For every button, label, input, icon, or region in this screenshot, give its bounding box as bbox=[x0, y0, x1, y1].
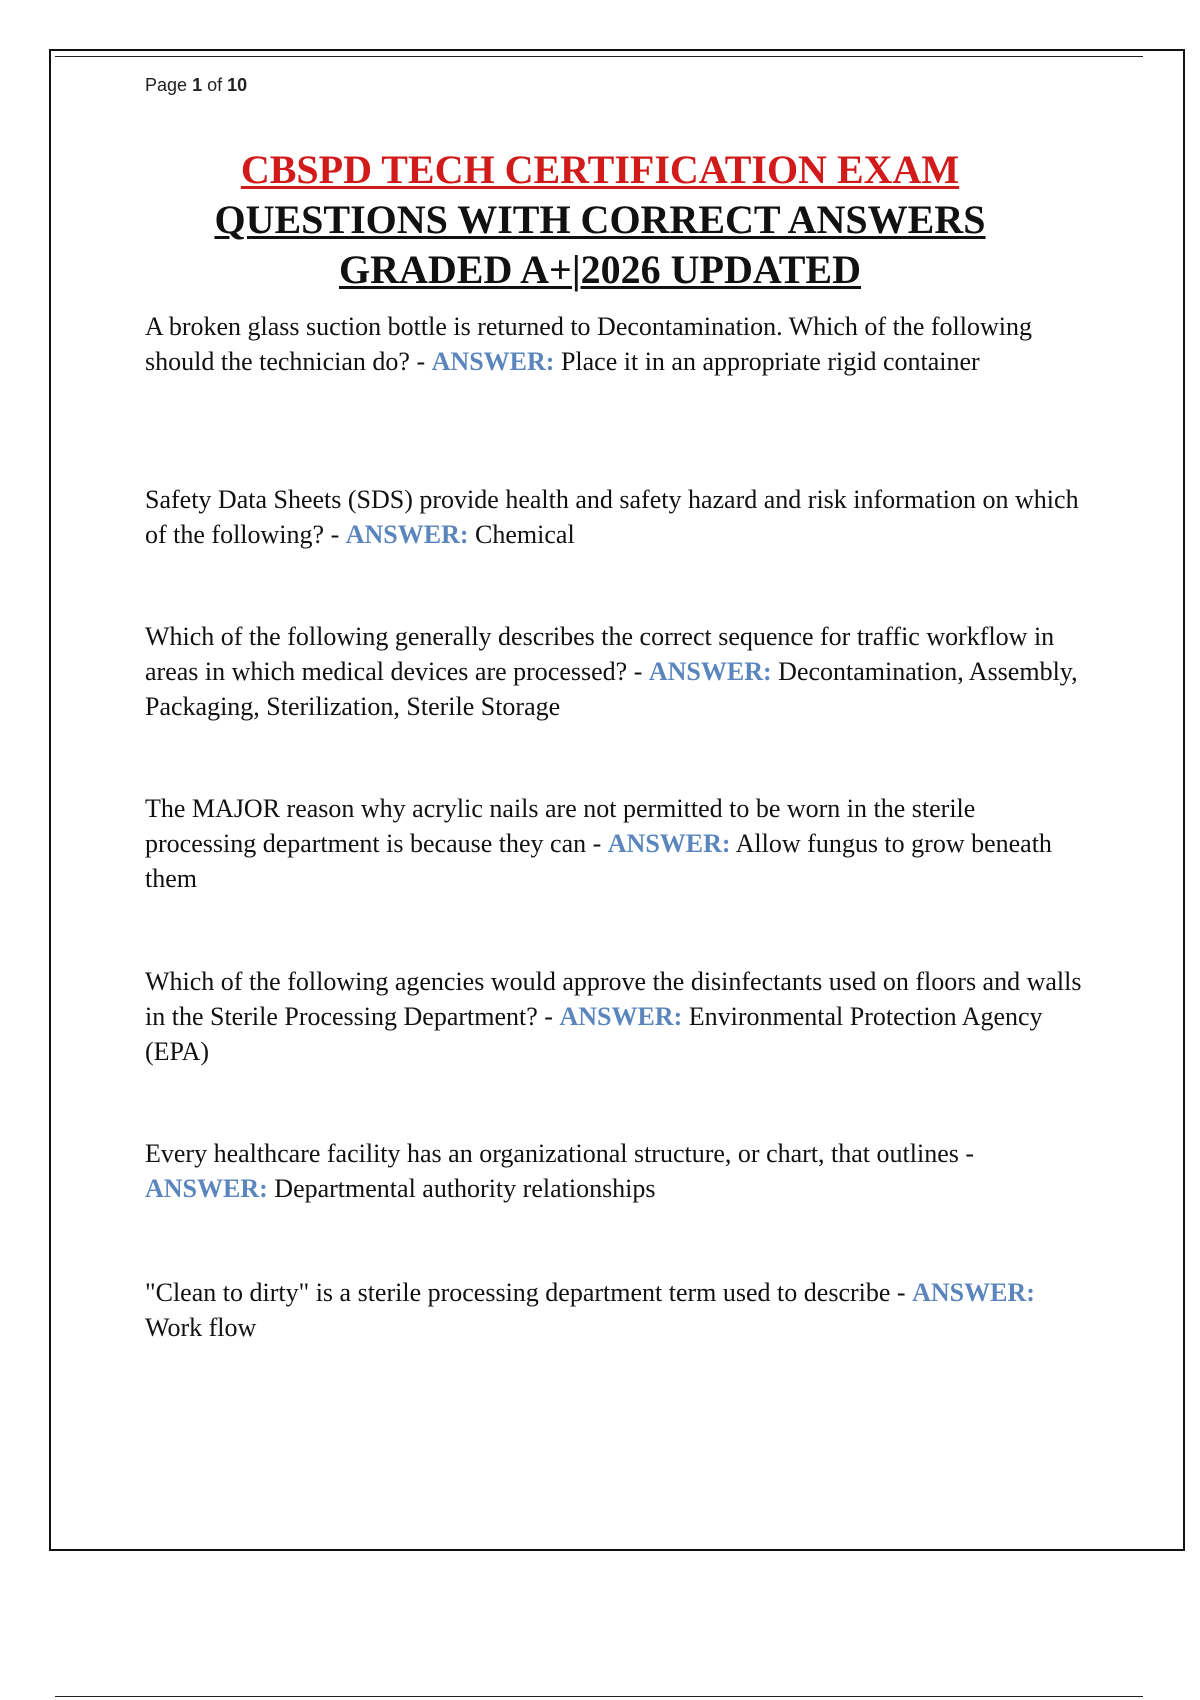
question-text: Every healthcare facility has an organizational structure, or chart, that outlines - bbox=[145, 1139, 975, 1168]
qa-item-5 bbox=[145, 964, 1090, 1069]
title-line-1: CBSPD TECH CERTIFICATION EXAM bbox=[240, 147, 960, 192]
answer-text: Work flow bbox=[145, 1313, 257, 1342]
document-title bbox=[145, 145, 1055, 295]
answer-text: Decontamination, Assembly, Packaging, Sterilization, Sterile Storage bbox=[145, 657, 1078, 721]
qa-item-1 bbox=[145, 309, 1090, 379]
bottom-rule bbox=[55, 1696, 1143, 1697]
question-text: The MAJOR reason why acrylic nails are not permitted to be worn in the sterile processing department is because they can - bbox=[145, 794, 976, 858]
answer-label: ANSWER: bbox=[607, 829, 731, 858]
qa-item-7 bbox=[145, 1275, 1090, 1345]
answer-text: Place it in an appropriate rigid container bbox=[560, 347, 980, 376]
qa-item-4 bbox=[145, 791, 1090, 896]
qa-item-6 bbox=[145, 1136, 1090, 1206]
answer-label: ANSWER: bbox=[559, 1002, 683, 1031]
answer-text: Allow fungus to grow beneath them bbox=[145, 829, 1052, 893]
page-of: of bbox=[207, 75, 223, 95]
answer-text: Environmental Protection Agency (EPA) bbox=[145, 1002, 1043, 1066]
page-indicator bbox=[145, 75, 247, 96]
page-prefix: Page bbox=[145, 75, 188, 95]
question-text: Which of the following generally describes the correct sequence for traffic workflow in areas in which medical devices are processed? - bbox=[145, 622, 1055, 686]
qa-item-2 bbox=[145, 482, 1090, 552]
answer-text: Chemical bbox=[475, 520, 575, 549]
answer-label: ANSWER: bbox=[345, 520, 469, 549]
answer-label: ANSWER: bbox=[648, 657, 772, 686]
question-text: Safety Data Sheets (SDS) provide health and safety hazard and risk information on which of the following? - bbox=[145, 485, 1079, 549]
answer-label: ANSWER: bbox=[912, 1278, 1035, 1307]
question-text: Which of the following agencies would approve the disinfectants used on floors and walls in the Sterile Processing Department? - bbox=[145, 967, 1082, 1031]
title-line-3: GRADED A+|2026 UPDATED bbox=[339, 247, 861, 292]
answer-label: ANSWER: bbox=[431, 347, 555, 376]
question-text: "Clean to dirty" is a sterile processing department term used to describe - bbox=[145, 1278, 913, 1307]
page-current: 1 bbox=[192, 75, 203, 95]
question-text: A broken glass suction bottle is returned to Decontamination. Which of the following should the technician do? - bbox=[145, 312, 1032, 376]
answer-label: ANSWER: bbox=[145, 1174, 268, 1203]
qa-item-3 bbox=[145, 619, 1090, 724]
title-line-2: QUESTIONS WITH CORRECT ANSWERS bbox=[214, 197, 986, 242]
answer-text: Departmental authority relationships bbox=[274, 1174, 656, 1203]
page-total: 10 bbox=[227, 75, 248, 95]
